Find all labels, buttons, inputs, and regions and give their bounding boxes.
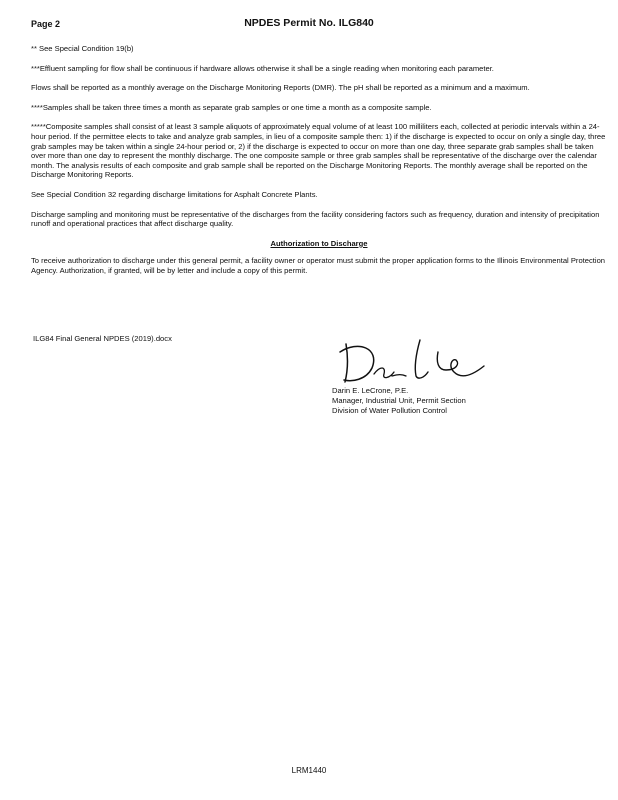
note-effluent-sampling: ***Effluent sampling for flow shall be continuous if hardware allows otherwise it shall be a single reading when monitoring each parameter. bbox=[31, 63, 494, 73]
authorization-heading: Authorization to Discharge bbox=[270, 238, 368, 248]
note-flow-reporting: Flows shall be reported as a monthly average on the Discharge Monitoring Reports (DMR). The pH shall be reported as a minimum and a maximum. bbox=[31, 83, 530, 93]
signer-name: Darin E. LeCrone, P.E. bbox=[332, 386, 409, 395]
signer-division: Division of Water Pollution Control bbox=[332, 406, 447, 415]
authorization-text: To receive authorization to discharge under this general permit, a facility owner or operator must submit the proper application forms to the Illinois Environmental Protection Agency. Authorization, if granted, will be by letter and include a copy of this permit. bbox=[31, 256, 606, 275]
note-special-condition: ** See Special Condition 19(b) bbox=[31, 44, 134, 53]
document-body bbox=[31, 44, 607, 286]
note-composite-samples: *****Composite samples shall consist of at least 3 sample aliquots of approximately equal volume of at least 100 milliliters each, collected at periodic intervals within a 24-hour period. If the permittee elects to take and analyze grab samples, in lieu of a composite sample then: 1) if the discharge is expected to occur on only a single day, three grab samples may be taken within a single 24-hour period or, 2) if the discharge is expected to occur on more than one day, three separate grab samples shall be taken over more than one day to represent the monthly discharge. The one composite sample or three grab samples shall be representative of the discharge over the calendar month. The analysis results of each composite and grab sample shall be reported on the Discharge Monitoring Reports. The monthly average shall be reported on the Discharge Monitoring Reports. bbox=[31, 122, 606, 180]
signature-image bbox=[336, 336, 486, 392]
file-name: ILG84 Final General NPDES (2019).docx bbox=[33, 334, 172, 343]
signer-title: Manager, Industrial Unit, Permit Section bbox=[332, 396, 466, 405]
note-asphalt-plants: See Special Condition 32 regarding discharge limitations for Asphalt Concrete Plants. bbox=[31, 189, 318, 199]
note-representative-sampling: Discharge sampling and monitoring must be representative of the discharges from the facility considering factors such as frequency, duration and intensity of precipitation runoff and operational practices that affect discharge quality. bbox=[31, 209, 600, 229]
signature-block bbox=[332, 386, 466, 416]
document-footer-code: LRM1440 bbox=[291, 766, 327, 775]
permit-title: NPDES Permit No. ILG840 bbox=[244, 17, 374, 29]
page-number: Page 2 bbox=[31, 19, 61, 29]
note-sample-frequency: ****Samples shall be taken three times a month as separate grab samples or one time a month as a composite sample. bbox=[31, 102, 432, 112]
